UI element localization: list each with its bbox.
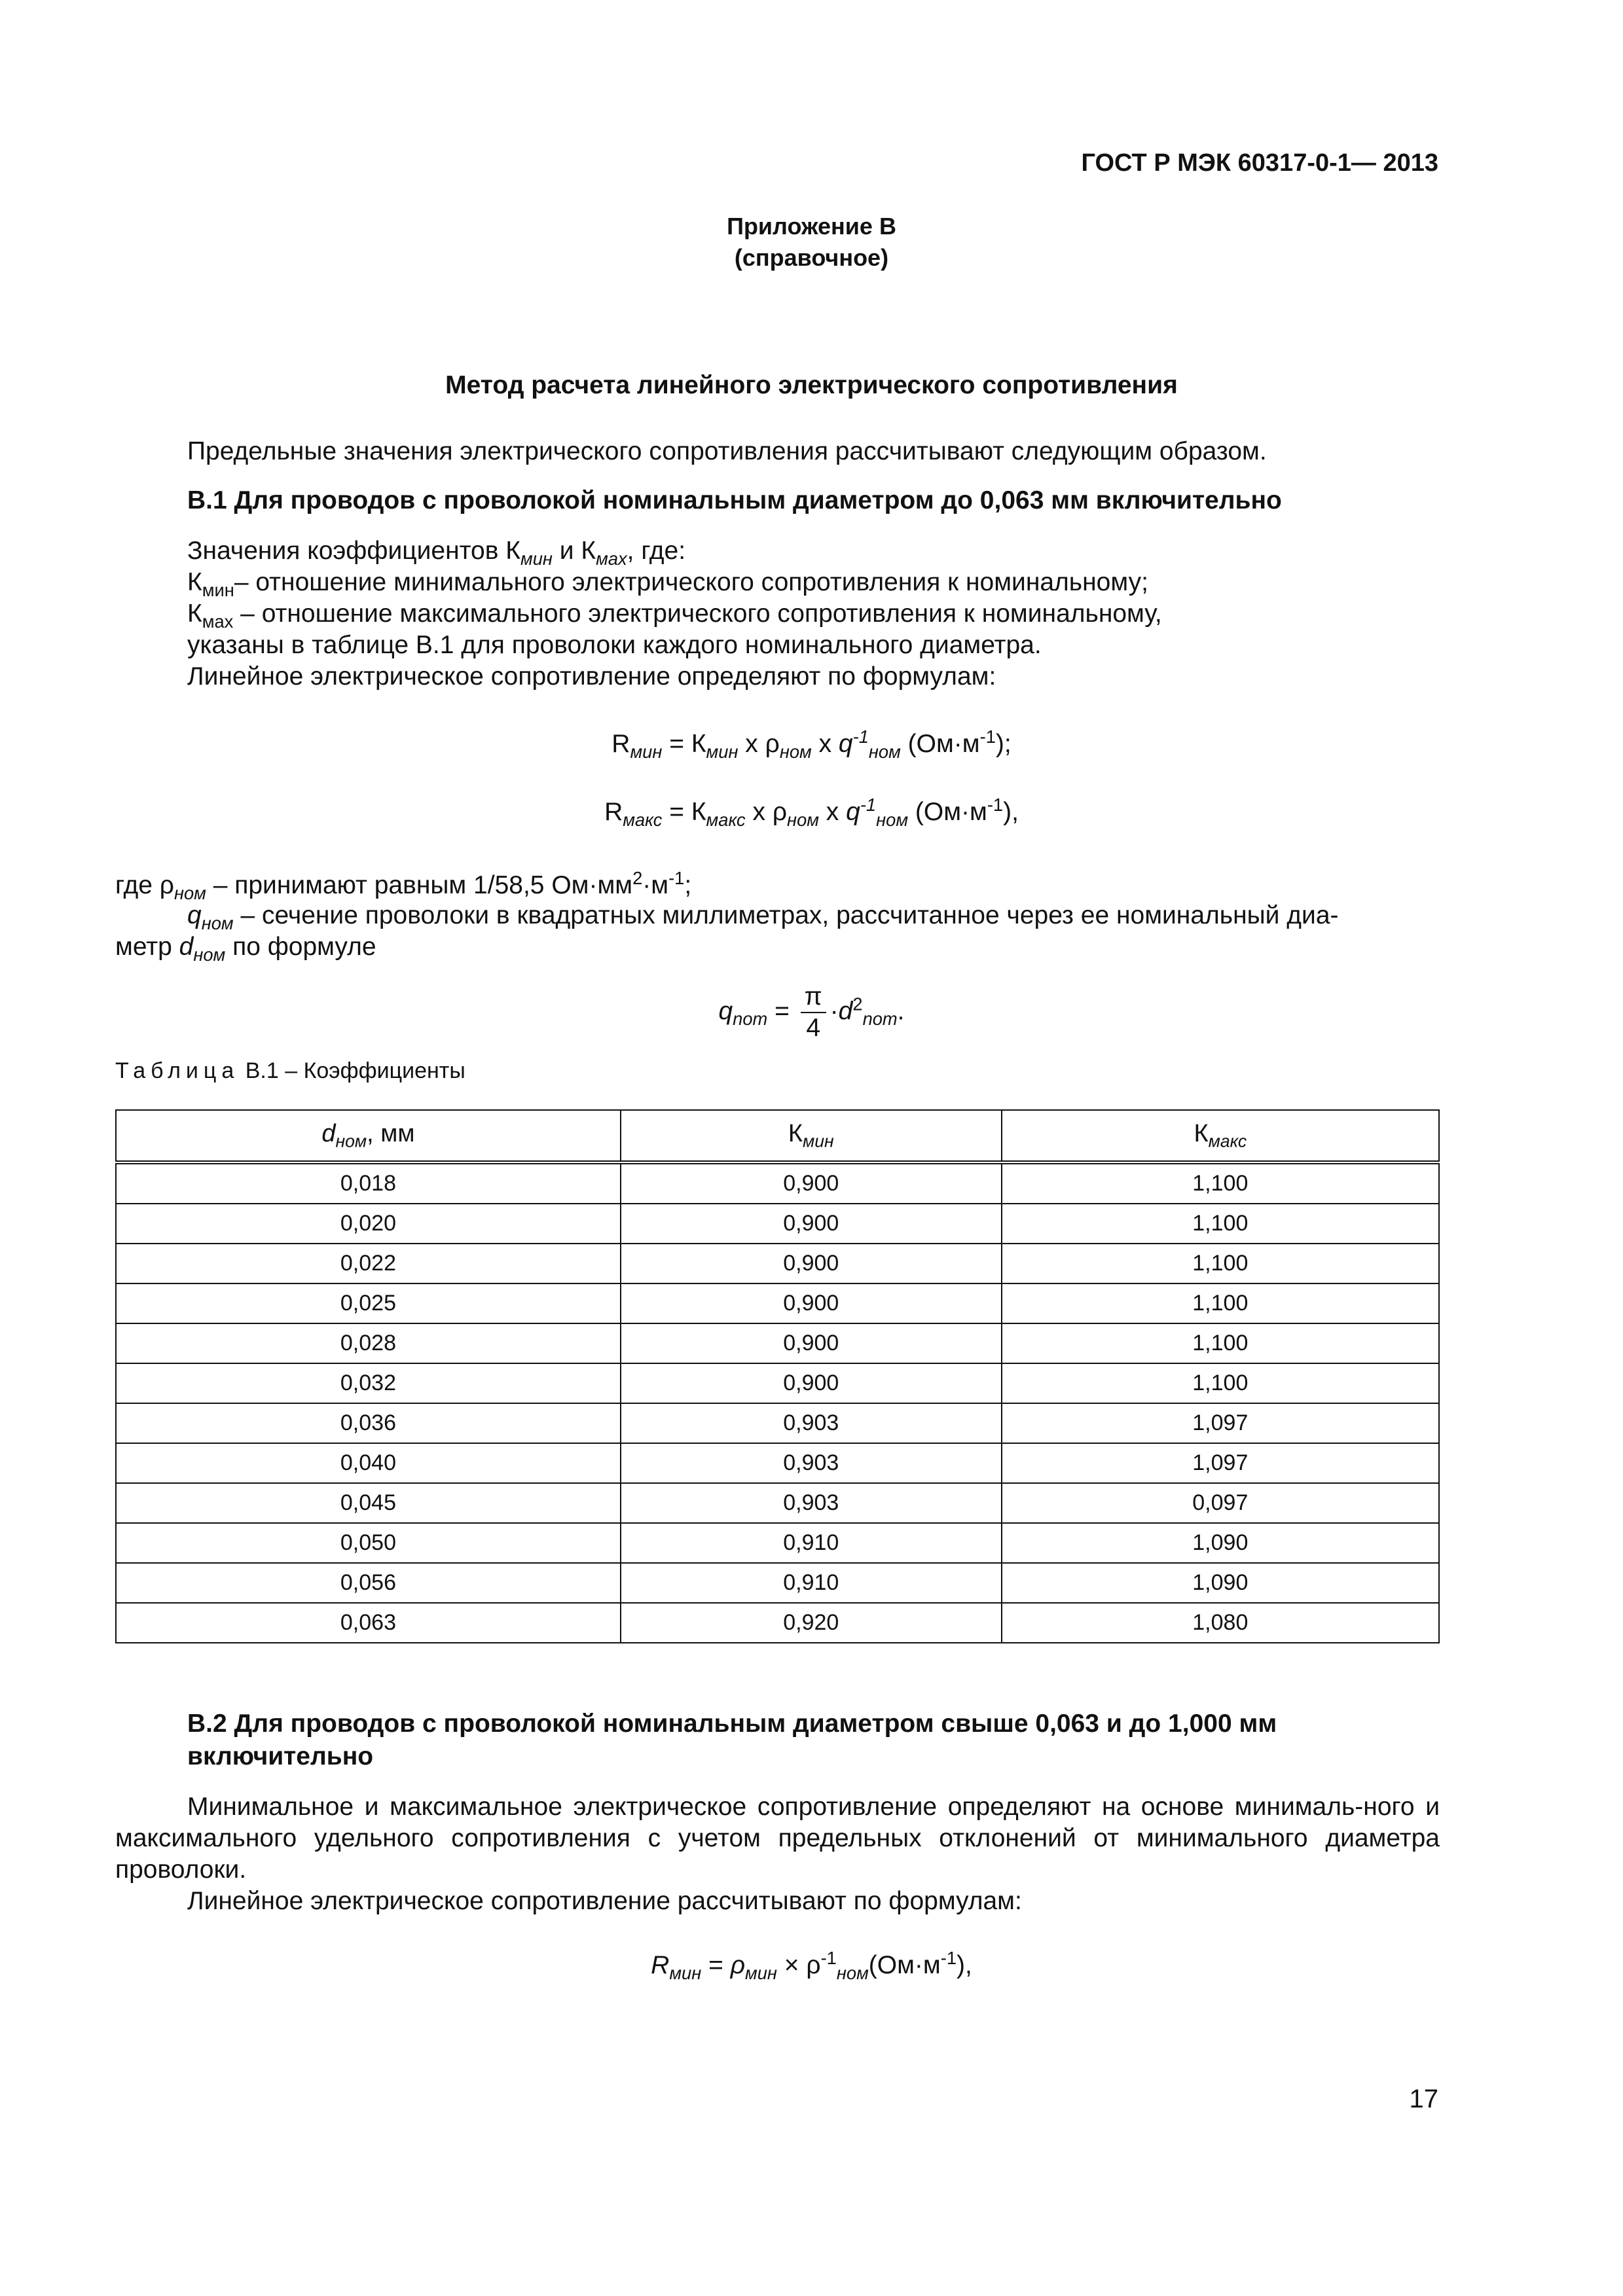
annex-title: Приложение В — [727, 213, 896, 240]
where-rho-line: где $\rho_{ном}$ – принимают равным 1/58,5 $Ом\cdot мм^2\cdot м^{-1}$; — [115, 868, 692, 903]
cell-k-max: 1,100 — [1002, 1283, 1439, 1323]
cell-k-max: 1,090 — [1002, 1563, 1439, 1603]
cell-k-max: 1,097 — [1002, 1443, 1439, 1483]
table-row — [116, 1323, 1439, 1363]
cell-k-min: 0,903 — [621, 1443, 1002, 1483]
cell-d-nom: 0,036 — [116, 1403, 621, 1443]
formula-r-min: $R_{мин} = К_{мин}$ x $\rho_{ном}$ x $q^{-1}_{ном}$ $(Ом\cdot м^{-1})$; — [611, 726, 1012, 762]
table-row — [116, 1363, 1439, 1403]
cell-k-min: 0,910 — [621, 1523, 1002, 1563]
header-k-max: $К_{макс}$ — [1002, 1110, 1439, 1162]
b1-kmin-definition: $К_{мин}-$ отношение минимального электрического сопротивления к номинальному; — [187, 568, 1148, 600]
cell-k-min: 0,900 — [621, 1244, 1002, 1283]
coefficients-table — [115, 1109, 1440, 1643]
b2-paragraph-2: Линейное электрическое сопротивление рассчитывают по формулам: — [187, 1887, 1022, 1915]
cell-k-min: 0,920 — [621, 1603, 1002, 1643]
cell-k-max: 1,080 — [1002, 1603, 1439, 1643]
b1-table-reference: указаны в таблице В.1 для проволоки каждого номинального диаметра. — [187, 631, 1042, 659]
table-row — [116, 1162, 1439, 1204]
section-title: Метод расчета линейного электрического сопротивления — [445, 371, 1178, 399]
cell-d-nom: 0,018 — [116, 1162, 621, 1204]
cell-k-max: 1,097 — [1002, 1403, 1439, 1443]
cell-k-min: 0,900 — [621, 1283, 1002, 1323]
table-row — [116, 1603, 1439, 1643]
b1-coefficients-line: Значения коэффициентов $К_{мин}$ и $К_{мах}$, где: — [187, 537, 686, 569]
b2-paragraph-1: Минимальное и максимальное электрическое сопротивление определяют на основе минималь-ного и максимального удельного сопротивления с учетом предельных отклонений от минимального диаметра проволоки. — [115, 1793, 1440, 1884]
cell-k-max: 1,100 — [1002, 1244, 1439, 1283]
table-caption: Таблица В.1 – Коэффициенты — [115, 1058, 465, 1083]
intro-paragraph: Предельные значения электрического сопротивления рассчитывают следующим образом. — [187, 437, 1267, 465]
cell-k-min: 0,900 — [621, 1162, 1002, 1204]
cell-d-nom: 0,020 — [116, 1204, 621, 1244]
cell-k-max: 1,100 — [1002, 1204, 1439, 1244]
cell-k-max: 1,100 — [1002, 1323, 1439, 1363]
table-row — [116, 1523, 1439, 1563]
standard-designation: ГОСТ Р МЭК 60317-0-1— 2013 — [1081, 149, 1438, 177]
cell-k-min: 0,900 — [621, 1323, 1002, 1363]
formula-r-max: $R_{макс} = К_{макс}$ x $\rho_{ном}$ x $q^{-1}_{ном}$ $(Ом\cdot м^{-1})$, — [604, 795, 1019, 830]
where-q-line: $q_{ном}$ – сечение проволоки в квадратных миллиметрах, рассчитанное через ее номинальный диа- — [187, 901, 1339, 933]
header-k-min: $К_{мин}$ — [621, 1110, 1002, 1162]
cell-k-min: 0,903 — [621, 1403, 1002, 1443]
header-d-nom: $d_{ном}$, мм — [116, 1110, 621, 1162]
cell-d-nom: 0,040 — [116, 1443, 621, 1483]
annex-subtitle: (справочное) — [734, 244, 889, 271]
table-row — [116, 1563, 1439, 1603]
cell-d-nom: 0,032 — [116, 1363, 621, 1403]
cell-k-min: 0,900 — [621, 1204, 1002, 1244]
table-row — [116, 1443, 1439, 1483]
cell-d-nom: 0,028 — [116, 1323, 621, 1363]
formula-r-min-b2: $R_{мин} = \rho_{мин} \times \rho^{-1}_{ном}(Ом\cdot м^{-1})$, — [651, 1948, 972, 1983]
cell-k-min: 0,900 — [621, 1363, 1002, 1403]
fraction-pi-over-4: $\frac{\pi}{4}$ — [801, 982, 826, 1043]
b1-formula-intro: Линейное электрическое сопротивление определяют по формулам: — [187, 662, 996, 691]
cell-k-max: 1,100 — [1002, 1363, 1439, 1403]
cell-k-max: 1,100 — [1002, 1162, 1439, 1204]
table-row — [116, 1403, 1439, 1443]
table-row — [116, 1283, 1439, 1323]
b1-kmax-definition: $К_{мах}$ – отношение максимального электрического сопротивления к номинальному, — [187, 600, 1162, 632]
formula-q-nom: $q_{nom}$ = $\frac{\pi}{4}$ $\cdot d^2_{nom}$. — [718, 982, 905, 1042]
cell-k-max: 0,097 — [1002, 1483, 1439, 1523]
cell-d-nom: 0,022 — [116, 1244, 621, 1283]
cell-d-nom: 0,063 — [116, 1603, 621, 1643]
where-d-line: метр $d_{ном}$ по формуле — [115, 933, 376, 965]
cell-d-nom: 0,050 — [116, 1523, 621, 1563]
cell-d-nom: 0,045 — [116, 1483, 621, 1523]
cell-d-nom: 0,056 — [116, 1563, 621, 1603]
cell-k-max: 1,090 — [1002, 1523, 1439, 1563]
table-row — [116, 1204, 1439, 1244]
table-row — [116, 1244, 1439, 1283]
table-header-row — [116, 1110, 1439, 1162]
cell-k-min: 0,910 — [621, 1563, 1002, 1603]
b2-heading-line1: В.2 Для проводов с проволокой номинальным диаметром свыше 0,063 и до 1,000 мм — [187, 1710, 1277, 1738]
cell-d-nom: 0,025 — [116, 1283, 621, 1323]
table-row — [116, 1483, 1439, 1523]
cell-k-min: 0,903 — [621, 1483, 1002, 1523]
b1-heading: В.1 Для проводов с проволокой номинальным диаметром до 0,063 мм включительно — [187, 486, 1282, 514]
b2-heading-line2: включительно — [187, 1742, 374, 1770]
page-number: 17 — [1409, 2085, 1438, 2113]
